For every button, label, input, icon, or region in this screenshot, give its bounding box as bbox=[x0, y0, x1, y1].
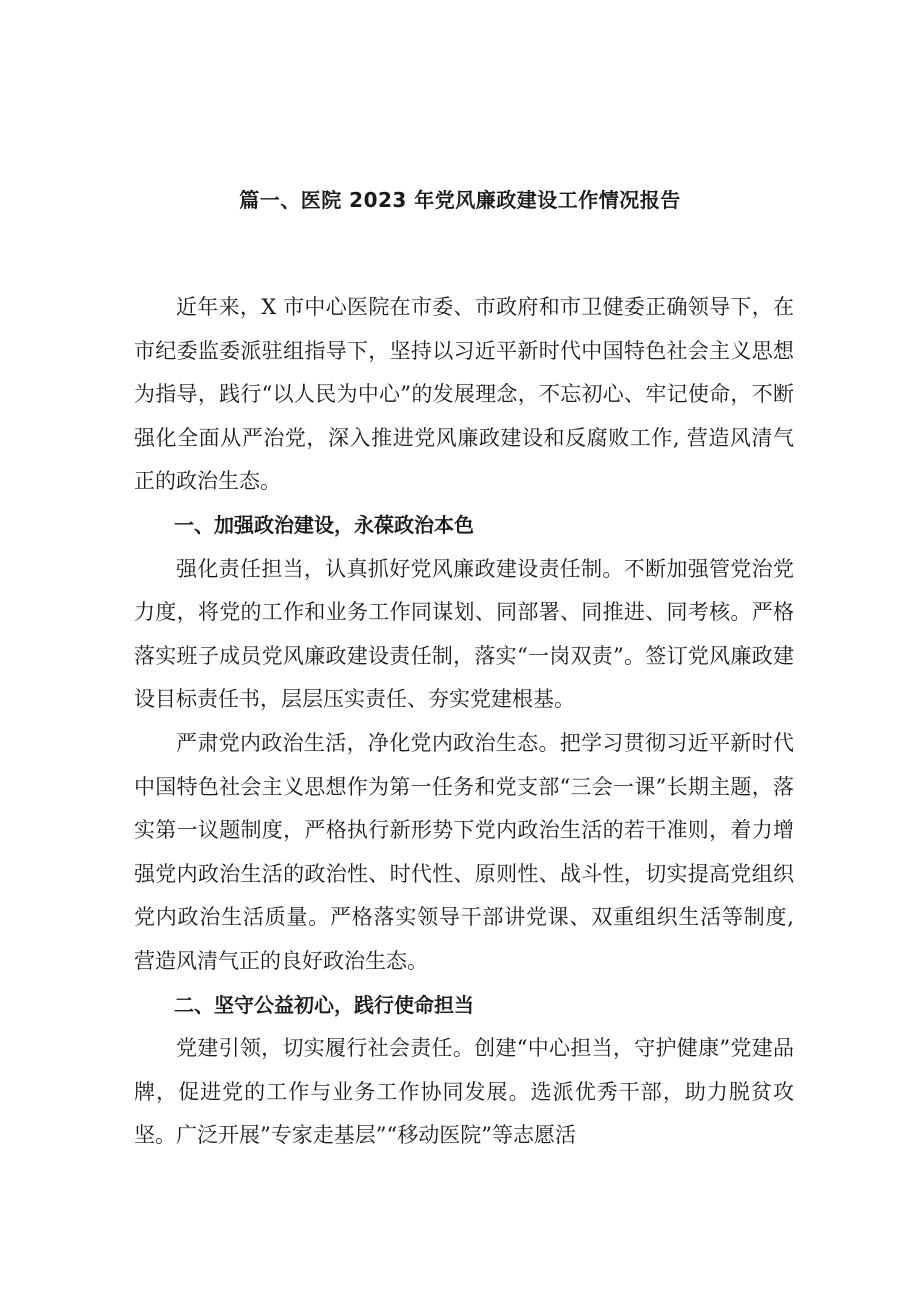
paragraph-political-life: 严肃党内政治生活，净化党内政治生态。把学习贯彻习近平新时代中国特色社会主义思想作为第一任务和党支部“三会一课”长期主题，落实第一议题制度，严格执行新形势下党内政治生活的若干准则，着力增强党内政治生活的政治性、时代性、原则性、战斗性，切实提高党组织党内政治生活质量。严格落实领导干部讲党课、双重组织生活等制度, 营造风清气正的良好政治生态。 bbox=[134, 730, 794, 973]
document-body bbox=[134, 286, 794, 1158]
paragraph-responsibility: 强化责任担当，认真抓好党风廉政建设责任制。不断加强管党治党力度，将党的工作和业务工作同谋划、同部署、同推进、同考核。严格落实班子成员党风廉政建设责任制，落实“一岗双责”。签订党风廉政建设目标责任书，层层压实责任、夯实党建根基。 bbox=[134, 556, 794, 712]
paragraph-intro: 近年来，X 市中心医院在市委、市政府和市卫健委正确领导下，在市纪委监委派驻组指导下，坚持以习近平新时代中国特色社会主义思想为指导，践行“以人民为中心”的发展理念，不忘初心、牢记使命，不断强化全面从严治党，深入推进党风廉政建设和反腐败工作, 营造风清气正的政治生态。 bbox=[134, 295, 794, 494]
section-heading-2: 二、坚守公益初心，践行使命担当 bbox=[174, 992, 474, 1017]
paragraph-social-responsibility: 党建引领，切实履行社会责任。创建“中心担当，守护健康”党建品牌，促进党的工作与业务工作协同发展。选派优秀干部，助力脱贫攻坚。广泛开展”专家走基层”“移动医院”等志愿活 bbox=[134, 1036, 794, 1148]
section-heading-1: 一、加强政治建设，永葆政治本色 bbox=[174, 512, 474, 537]
document-title: 篇一、医院 2023 年党风廉政建设工作情况报告 bbox=[239, 188, 681, 212]
